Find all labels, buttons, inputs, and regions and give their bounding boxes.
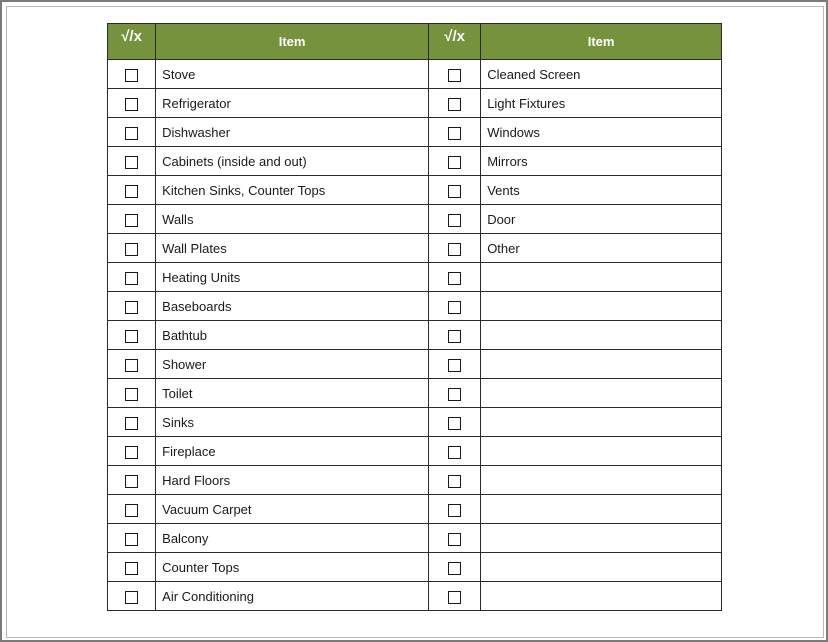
item-cell-right <box>481 350 722 379</box>
item-cell-left: Counter Tops <box>156 553 429 582</box>
checkbox-cell-left <box>108 553 156 582</box>
item-cell-right: Vents <box>481 176 722 205</box>
checkbox[interactable] <box>125 504 138 517</box>
checkbox-cell-right <box>429 89 481 118</box>
checkbox[interactable] <box>448 475 461 488</box>
item-cell-right <box>481 553 722 582</box>
checkbox-cell-left <box>108 408 156 437</box>
checkbox-cell-left <box>108 118 156 147</box>
table-row <box>108 379 722 408</box>
table-row <box>108 437 722 466</box>
checkbox-cell-left <box>108 205 156 234</box>
checkbox[interactable] <box>125 98 138 111</box>
checkbox[interactable] <box>125 127 138 140</box>
checkbox-cell-right <box>429 495 481 524</box>
checkbox[interactable] <box>448 69 461 82</box>
checkbox[interactable] <box>448 591 461 604</box>
table-row <box>108 292 722 321</box>
item-cell-left: Wall Plates <box>156 234 429 263</box>
checkbox[interactable] <box>448 243 461 256</box>
item-cell-right: Cleaned Screen <box>481 60 722 89</box>
checkbox-cell-right <box>429 234 481 263</box>
checkbox[interactable] <box>448 533 461 546</box>
checkbox-cell-left <box>108 60 156 89</box>
checkbox-cell-right <box>429 350 481 379</box>
checkbox[interactable] <box>125 272 138 285</box>
checkbox[interactable] <box>448 446 461 459</box>
table-row <box>108 205 722 234</box>
checkbox[interactable] <box>448 359 461 372</box>
table-row <box>108 350 722 379</box>
item-cell-left: Bathtub <box>156 321 429 350</box>
checkbox[interactable] <box>448 156 461 169</box>
item-cell-right <box>481 408 722 437</box>
item-cell-right <box>481 524 722 553</box>
checkbox-cell-right <box>429 379 481 408</box>
checkbox[interactable] <box>125 301 138 314</box>
checkbox[interactable] <box>448 214 461 227</box>
checkbox[interactable] <box>448 98 461 111</box>
item-cell-right <box>481 466 722 495</box>
table-row <box>108 495 722 524</box>
checkbox-cell-right <box>429 176 481 205</box>
table-row <box>108 524 722 553</box>
checkbox[interactable] <box>448 301 461 314</box>
checkbox-cell-right <box>429 263 481 292</box>
checkbox[interactable] <box>448 272 461 285</box>
item-cell-left: Walls <box>156 205 429 234</box>
item-cell-right: Windows <box>481 118 722 147</box>
item-cell-left: Balcony <box>156 524 429 553</box>
item-cell-left: Heating Units <box>156 263 429 292</box>
checkbox[interactable] <box>125 156 138 169</box>
item-cell-left: Kitchen Sinks, Counter Tops <box>156 176 429 205</box>
checkbox-cell-right <box>429 524 481 553</box>
table-row <box>108 60 722 89</box>
checkbox[interactable] <box>125 185 138 198</box>
item-cell-left: Vacuum Carpet <box>156 495 429 524</box>
checkbox[interactable] <box>448 504 461 517</box>
table-row <box>108 176 722 205</box>
checkbox[interactable] <box>125 562 138 575</box>
item-cell-right <box>481 321 722 350</box>
checkbox[interactable] <box>448 562 461 575</box>
checkbox[interactable] <box>448 185 461 198</box>
item-cell-right: Light Fixtures <box>481 89 722 118</box>
item-cell-right <box>481 582 722 611</box>
item-column-header-right: Item <box>481 24 722 60</box>
item-cell-left: Air Conditioning <box>156 582 429 611</box>
checkbox-cell-left <box>108 524 156 553</box>
checkbox-cell-left <box>108 321 156 350</box>
table-row <box>108 263 722 292</box>
table-row <box>108 118 722 147</box>
checkbox-cell-left <box>108 350 156 379</box>
checkbox[interactable] <box>125 214 138 227</box>
table-row <box>108 408 722 437</box>
checkbox-cell-right <box>429 466 481 495</box>
item-cell-right <box>481 292 722 321</box>
checkbox-cell-right <box>429 582 481 611</box>
table-row <box>108 147 722 176</box>
checkbox-cell-left <box>108 176 156 205</box>
checkbox-cell-left <box>108 437 156 466</box>
cleaning-checklist-table <box>107 23 722 611</box>
item-cell-left: Shower <box>156 350 429 379</box>
checkbox[interactable] <box>448 417 461 430</box>
checkbox-cell-left <box>108 582 156 611</box>
checkbox-cell-right <box>429 408 481 437</box>
item-column-header-left: Item <box>156 24 429 60</box>
check-column-header-left: √/x <box>108 24 156 60</box>
checkbox-cell-right <box>429 292 481 321</box>
checkbox-cell-right <box>429 118 481 147</box>
checkbox[interactable] <box>125 69 138 82</box>
checkbox-cell-left <box>108 495 156 524</box>
checkbox[interactable] <box>125 388 138 401</box>
check-column-header-right: √/x <box>429 24 481 60</box>
item-cell-right <box>481 495 722 524</box>
item-cell-left: Toilet <box>156 379 429 408</box>
checkbox[interactable] <box>448 127 461 140</box>
table-row <box>108 553 722 582</box>
item-cell-right <box>481 263 722 292</box>
checkbox-cell-left <box>108 234 156 263</box>
checkbox-cell-left <box>108 379 156 408</box>
item-cell-left: Baseboards <box>156 292 429 321</box>
table-row <box>108 234 722 263</box>
checkbox[interactable] <box>125 475 138 488</box>
item-cell-left: Hard Floors <box>156 466 429 495</box>
checkbox-cell-right <box>429 205 481 234</box>
checkbox-cell-left <box>108 89 156 118</box>
table-row <box>108 89 722 118</box>
checkbox-cell-right <box>429 147 481 176</box>
checkbox[interactable] <box>448 388 461 401</box>
checkbox[interactable] <box>125 243 138 256</box>
item-cell-right: Mirrors <box>481 147 722 176</box>
item-cell-left: Fireplace <box>156 437 429 466</box>
item-cell-right: Door <box>481 205 722 234</box>
table-row <box>108 466 722 495</box>
table-row <box>108 321 722 350</box>
item-cell-left: Stove <box>156 60 429 89</box>
checkbox[interactable] <box>125 330 138 343</box>
checkbox[interactable] <box>125 591 138 604</box>
item-cell-right: Other <box>481 234 722 263</box>
checkbox-cell-left <box>108 466 156 495</box>
checkbox-cell-left <box>108 292 156 321</box>
checkbox[interactable] <box>448 330 461 343</box>
checkbox-cell-right <box>429 60 481 89</box>
checkbox-cell-left <box>108 263 156 292</box>
checkbox-cell-right <box>429 553 481 582</box>
checkbox[interactable] <box>125 359 138 372</box>
table-row <box>108 582 722 611</box>
item-cell-right <box>481 379 722 408</box>
checkbox[interactable] <box>125 533 138 546</box>
item-cell-left: Refrigerator <box>156 89 429 118</box>
item-cell-left: Cabinets (inside and out) <box>156 147 429 176</box>
item-cell-right <box>481 437 722 466</box>
header-row <box>108 24 722 60</box>
checkbox[interactable] <box>125 446 138 459</box>
checkbox-cell-left <box>108 147 156 176</box>
checkbox[interactable] <box>125 417 138 430</box>
item-cell-left: Sinks <box>156 408 429 437</box>
checkbox-cell-right <box>429 437 481 466</box>
item-cell-left: Dishwasher <box>156 118 429 147</box>
checkbox-cell-right <box>429 321 481 350</box>
